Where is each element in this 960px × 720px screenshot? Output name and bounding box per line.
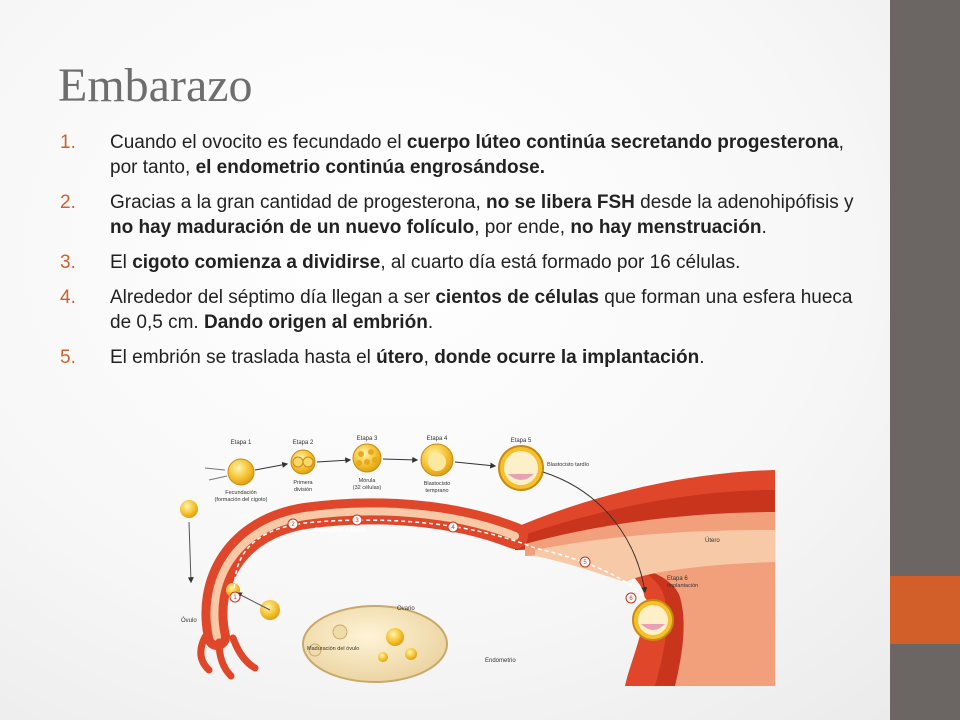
step-marker-label: 6 <box>629 596 633 603</box>
bullet-item-3 <box>60 250 860 275</box>
bullet-emphasis: no hay maduración de un nuevo folículo <box>110 217 475 238</box>
bullet-emphasis: no hay menstruación <box>570 217 762 238</box>
label-uterus: Útero <box>705 538 720 544</box>
step-marker-label: 1 <box>233 595 237 602</box>
stage-3-title: Etapa 3 <box>356 436 378 442</box>
bullet-emphasis: Dando origen al embrión <box>204 312 428 333</box>
bullet-text: Alrededor del séptimo día llegan a ser <box>110 287 436 308</box>
bullet-list <box>60 130 860 380</box>
stage-1-title: Etapa 1 <box>230 440 252 446</box>
sidebar-accent-block <box>890 576 960 644</box>
stage-5-title: Etapa 5 <box>510 438 532 444</box>
bullet-emphasis: donde ocurre la implantación <box>434 347 700 368</box>
bullet-number: 4. <box>60 287 76 308</box>
bullet-text: que forman una esfera hueca de 0,5 cm. <box>110 287 853 333</box>
bullet-text: Cuando el ovocito es fecundado el <box>110 132 407 153</box>
bullet-text: , por ende, <box>474 217 571 238</box>
stage-2-caption-a: Primera <box>293 480 313 486</box>
diagram-svg <box>175 432 775 686</box>
bullet-text: , por tanto, <box>110 132 844 178</box>
stage-4-caption-b: temprano <box>425 488 449 494</box>
stage-6-implantation <box>633 600 673 640</box>
bullet-text: Gracias a la gran cantidad de progesterona, <box>110 192 487 213</box>
label-tube: Trompa de Falopio <box>315 528 366 534</box>
bullet-text: desde la adenohipófisis y <box>634 192 854 213</box>
stage-4-caption-a: Blastocisto <box>423 481 451 487</box>
step-marker-label: 3 <box>355 518 359 525</box>
bullet-emphasis: útero <box>376 347 424 368</box>
stage-4-early-blastocyst <box>421 444 453 476</box>
stage-6-title: Etapa 6 <box>667 576 688 582</box>
label-ovary: Ovario <box>397 606 415 612</box>
stage-6-caption: Implantación <box>667 583 699 589</box>
fertilization-diagram <box>175 432 775 686</box>
bullet-text: . <box>761 217 767 238</box>
bullet-text: El <box>110 252 133 273</box>
stage-3-caption-a: Mórula <box>358 478 376 484</box>
stage-4-title: Etapa 4 <box>426 436 448 442</box>
bullet-item-5 <box>60 345 860 370</box>
bullet-text: , <box>423 347 435 368</box>
stage-2-title: Etapa 2 <box>292 440 314 446</box>
bullet-number: 1. <box>60 132 76 153</box>
bullet-text: El embrión se traslada hasta el <box>110 347 377 368</box>
bullet-number: 3. <box>60 252 76 273</box>
stage-5-late-blastocyst <box>499 446 543 490</box>
bullet-emphasis: cientos de células <box>435 287 599 308</box>
stage-3-caption-b: (32 células) <box>352 485 382 491</box>
stage-1-zygote <box>205 459 254 485</box>
bullet-emphasis: no se libera FSH <box>486 192 635 213</box>
step-marker-label: 5 <box>583 560 587 567</box>
stage-2-caption-b: división <box>293 487 313 493</box>
label-ovum: Óvulo <box>181 618 197 624</box>
bullet-item-2 <box>60 190 860 240</box>
bullet-item-1 <box>60 130 860 180</box>
bullet-emphasis: cigoto comienza a dividirse <box>132 252 381 273</box>
stage-1-caption-b: (formación del cigoto) <box>214 497 268 503</box>
label-maturation: Maduración del óvulo <box>307 646 360 652</box>
ovary <box>303 606 447 682</box>
bullet-number: 5. <box>60 347 76 368</box>
bullet-item-4 <box>60 285 860 335</box>
bullet-text: . <box>427 312 434 333</box>
bullet-emphasis: cuerpo lúteo continúa secretando progesterona <box>406 132 839 153</box>
stage-2-division <box>291 450 315 474</box>
bullet-text: , al cuarto día está formado por 16 células. <box>380 252 741 273</box>
step-marker-label: 4 <box>451 525 455 532</box>
step-marker-label: 2 <box>291 522 295 529</box>
stage-1-caption-a: Fecundación <box>225 490 257 496</box>
stage-5-caption: Blastocisto tardío <box>547 462 590 468</box>
label-endometrium: Endometrio <box>485 658 516 664</box>
slide-title: Embarazo <box>58 59 253 112</box>
ovum <box>180 500 198 518</box>
bullet-text: . <box>699 347 705 368</box>
bullet-number: 2. <box>60 192 76 213</box>
stage-3-morula <box>353 444 381 472</box>
bullet-emphasis: el endometrio continúa engrosándose. <box>195 157 546 178</box>
